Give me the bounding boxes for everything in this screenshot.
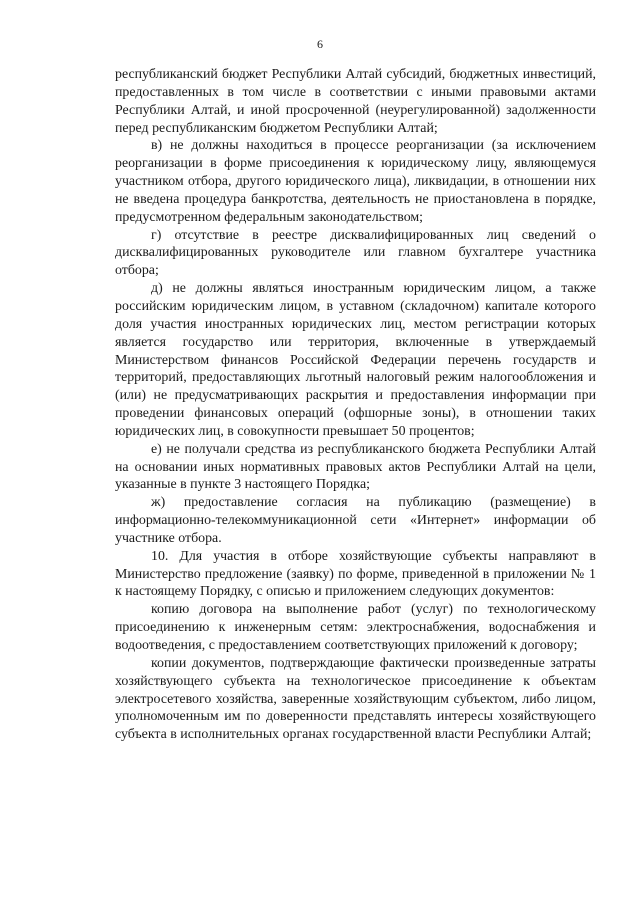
paragraph: в) не должны находиться в процессе реорганизации (за исключением реорганизации в форме присоединения к юридическому лицу, являющемуся участником отбора, другого юридического лица), ликвидации, в отношении них не введена процедура банкротства, деятельность не приостановлена в порядке, предусмотренном федеральным законодательством; — [115, 138, 596, 225]
paragraph: д) не должны являться иностранным юридическим лицом, а также российским юридическим лицом, в уставном (складочном) капитале которого доля участия иностранных юридических лиц, местом регистрации которых является государство или территория, включенные в утверждаемый Министерством финансов Российской Федерации перечень государств и территорий, предоставляющих льготный налоговый режим налогообложения и (или) не предусматривающих раскрытия и предоставления информации при проведении финансовых операций (офшорные зоны), в отношении таких юридических лиц, в совокупности превышает 50 процентов; — [115, 281, 596, 439]
paragraph: г) отсутствие в реестре дисквалифицированных лиц сведений о дисквалифицированных руководителе или главном бухгалтере участника отбора; — [115, 227, 596, 279]
paragraph: 10. Для участия в отборе хозяйствующие субъекты направляют в Министерство предложение (заявку) по форме, приведенной в приложении № 1 к настоящему Порядку, с описью и приложением следующих документов: — [115, 548, 596, 600]
paragraph: е) не получали средства из республиканского бюджета Республики Алтай на основании иных нормативных правовых актов Республики Алтай на цели, указанные в пункте 3 настоящего Порядка; — [115, 441, 596, 493]
paragraph: ж) предоставление согласия на публикацию (размещение) в информационно-телекоммуникационной сети «Интернет» информации об участнике отбора. — [115, 495, 596, 546]
paragraph: республиканский бюджет Республики Алтай субсидий, бюджетных инвестиций, предоставленных в том числе в соответствии с иными правовыми актами Республики Алтай, и иной просроченной (неурегулированной) задолженности перед республиканским бюджетом Республики Алтай; — [115, 67, 596, 136]
document-body — [115, 66, 596, 744]
paragraph: копии документов, подтверждающие фактически произведенные затраты хозяйствующего субъекта на технологическое присоединение к объектам электросетевого хозяйства, заверенные хозяйствующим субъектом, либо лицом, уполномоченным им по доверенности представлять интересы хозяйствующего субъекта в исполнительных органах государственной власти Республики Алтай; — [115, 655, 596, 743]
page-number: 6 — [317, 37, 323, 51]
paragraph: копию договора на выполнение работ (услуг) по технологическому присоединению к инженерным сетям: электроснабжения, водоснабжения и водоотведения, с предоставлением соответствующих приложений к договору; — [115, 602, 596, 653]
